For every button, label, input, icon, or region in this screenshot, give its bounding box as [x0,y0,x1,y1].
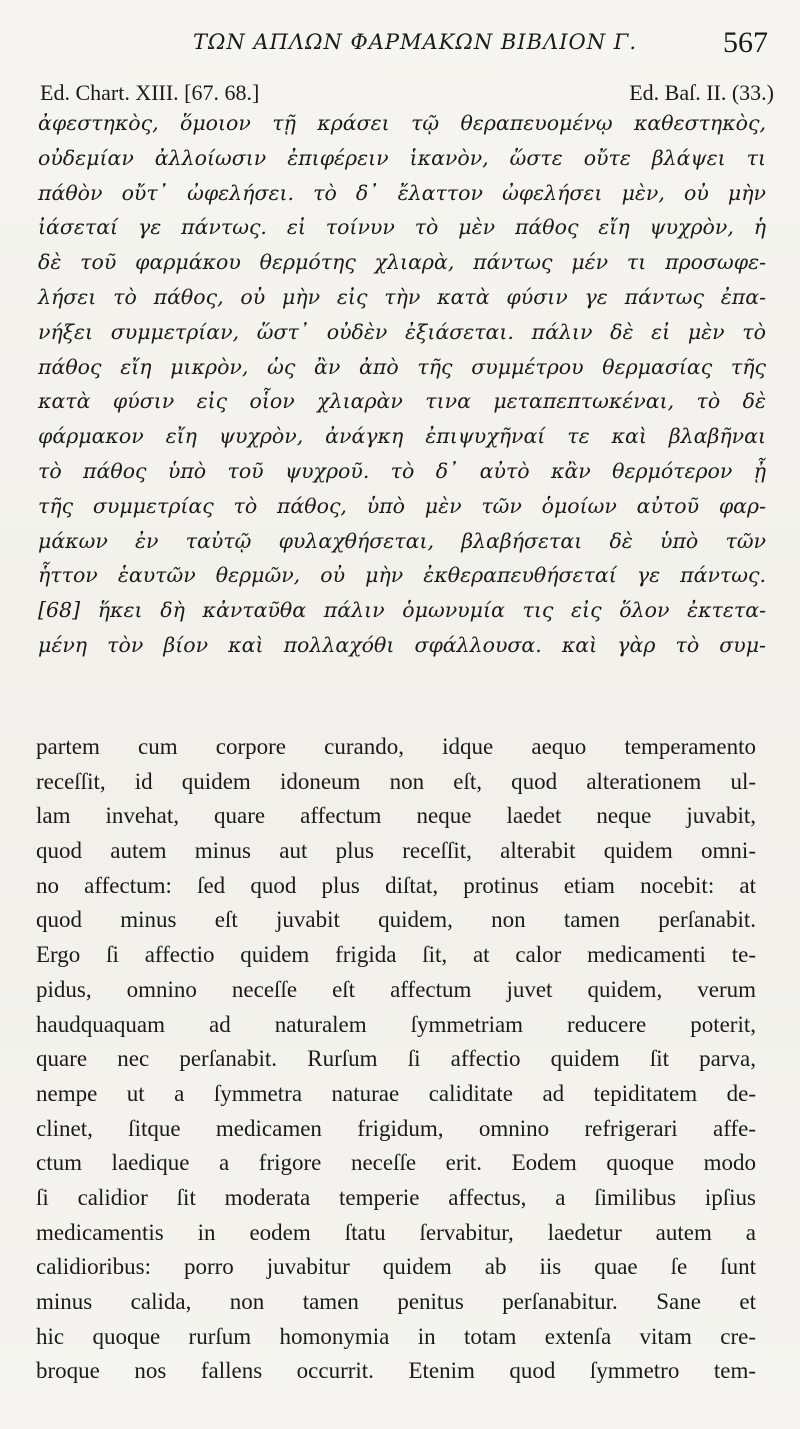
greek-line: μάκων ἐν ταὐτῷ φυλαχθήσεται, βλαβήσεται δὲ ὑπὸ τῶν [38,528,766,553]
greek-line: κατὰ φύσιν εἰς οἷον χλιαρὰν τινα μεταπεπτωκέναι, τὸ δὲ [38,389,766,414]
latin-line: lam invehat, quare affectum neque laedet neque juvabit, [36,803,756,829]
running-title: ΤΩΝ ΑΠΛΩΝ ΦΑΡΜΑΚΩΝ ΒΙΒΛΙΟΝ Γ. [192,30,638,54]
latin-line: quod minus eſt juvabit quidem, non tamen perſanabit. [36,907,756,933]
latin-line: no affectum: ſed quod plus diſtat, protinus etiam nocebit: at [36,872,756,898]
greek-line: ἧττον ἑαυτῶν θερμῶν, οὐ μὴν ἐκθεραπευθήσεταί γε πάντως. [38,563,766,588]
greek-text-block [38,106,766,663]
page-number: 567 [723,26,768,59]
latin-line: pidus, omnino neceſſe eſt affectum juvet quidem, verum [36,976,756,1002]
latin-line: nempe ut a ſymmetra naturae caliditate ad tepiditatem de- [36,1080,756,1106]
greek-line: φάρμακον εἴη ψυχρὸν, ἀνάγκη ἐπιψυχῆναί τε καὶ βλαβῆναι [38,424,766,449]
latin-line: ſi calidior ſit moderata temperie affectus, a ſimilibus ipſius [36,1184,756,1210]
latin-line: ctum laedique a frigore neceſſe erit. Eodem quoque modo [36,1150,756,1176]
greek-line: λήσει τὸ πάθος, οὐ μὴν εἰς τὴν κατὰ φύσιν γε πάντως ἐπα- [38,284,766,309]
latin-line: medicamentis in eodem ſtatu ſervabitur, laedetur autem a [36,1219,756,1245]
greek-line: [68] ἥκει δὴ κἀνταῦθα πάλιν ὁμωνυμία τις εἰς ὅλον ἐκτετα- [38,598,766,623]
greek-line: μένη τὸν βίον καὶ πολλαχόθι σφάλλουσα. καὶ γὰρ τὸ συμ- [38,632,766,657]
edition-reference-right: Ed. Baſ. II. (33.) [629,80,774,105]
greek-line: τῆς συμμετρίας τὸ πάθος, ὑπὸ μὲν τῶν ὁμοίων αὐτοῦ φαρ- [38,493,766,518]
greek-line: νήξει συμμετρίαν, ὥστ᾽ οὐδὲν ἐξιάσεται. πάλιν δὲ εἰ μὲν τὸ [38,319,766,344]
latin-line: receſſit, id quidem idoneum non eſt, quod alterationem ul- [36,768,756,794]
latin-line: calidioribus: porro juvabitur quidem ab iis quae ſe ſunt [36,1254,756,1280]
latin-line: Ergo ſi affectio quidem frigida ſit, at calor medicamenti te- [36,942,756,968]
latin-line: hic quoque rurſum homonymia in totam extenſa vitam cre- [36,1323,756,1349]
greek-line: οὐδεμίαν ἀλλοίωσιν ἐπιφέρειν ἱκανὸν, ὥστε οὔτε βλάψει τι [38,145,766,170]
greek-line: ἀφεστηκὸς, ὅμοιον τῇ κράσει τῷ θεραπευομένῳ καθεστηκὸς, [38,111,766,135]
latin-line: partem cum corpore curando, idque aequo temperamento [36,734,756,759]
edition-reference-left: Ed. Chart. XIII. [67. 68.] [40,80,260,105]
greek-line: δὲ τοῦ φαρμάκου θερμότης χλιαρὰ, πάντως μέν τι προσωφε- [38,250,766,275]
latin-line: clinet, ſitque medicamen frigidum, omnino refrigerari affe- [36,1115,756,1141]
latin-line: quod autem minus aut plus receſſit, alterabit quidem omni- [36,838,756,864]
greek-line: τὸ πάθος ὑπὸ τοῦ ψυχροῦ. τὸ δ᾽ αὐτὸ κἂν θερμότερον ᾖ [38,458,766,483]
latin-line: broque nos fallens occurrit. Etenim quod ſymmetro tem- [36,1358,756,1384]
latin-line: minus calida, non tamen penitus perſanabitur. Sane et [36,1289,756,1314]
greek-line: πάθὸν οὔτ᾽ ὠφελήσει. τὸ δ᾽ ἔλαττον ὠφελήσει μὲν, οὐ μὴν [38,180,766,205]
latin-line: quare nec perſanabit. Rurſum ſi affectio quidem ſit parva, [36,1046,756,1072]
latin-line: haudquaquam ad naturalem ſymmetriam reducere poterit, [36,1011,756,1037]
latin-text-block [36,730,756,1389]
greek-line: ἰάσεταί γε πάντως. εἰ τοίνυν τὸ μὲν πάθος εἴη ψυχρὸν, ἡ [38,215,766,240]
greek-line: πάθος εἴη μικρὸν, ὡς ἂν ἀπὸ τῆς συμμέτρου θερμασίας τῆς [38,354,766,379]
